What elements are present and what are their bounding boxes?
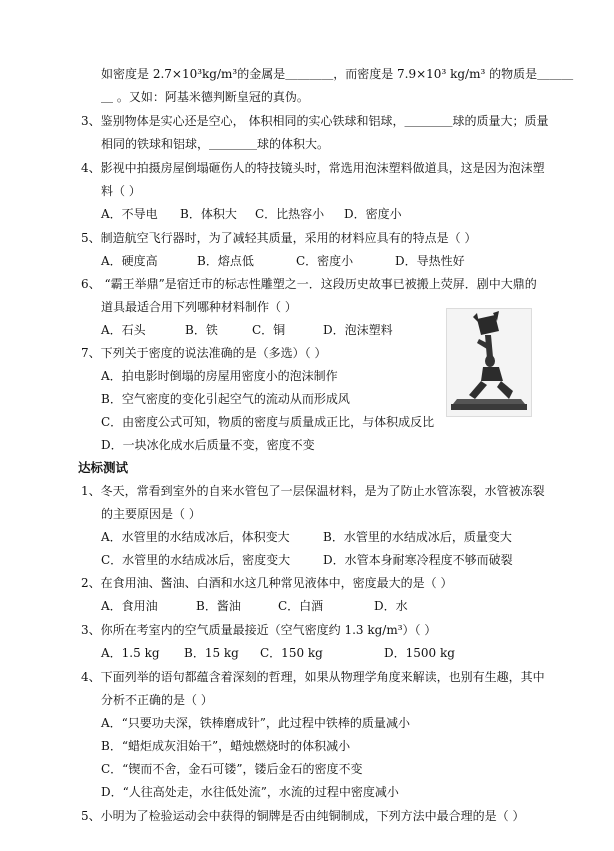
option-a: A．1.5 kg: [101, 646, 160, 660]
option-b: B．酱油: [196, 599, 241, 613]
section-title: 达标测试: [78, 460, 129, 475]
option-b: B．水管里的水结成冰后，质量变大: [323, 530, 512, 544]
question-4-cont: 料（ ）: [101, 184, 141, 198]
test-question-4: 4、下面列举的语句都蕴含着深刻的哲理，如果从物理学角度来解读，也别有生趣，其中: [81, 670, 545, 684]
test-question-4-cont: 分析不正确的是（ ）: [101, 693, 213, 707]
option-a: A．“只要功夫深，铁棒磨成针”，此过程中铁棒的质量减小: [101, 716, 410, 730]
option-c: C．比热容小: [255, 207, 325, 221]
test-question-5: 5、小明为了检验运动会中获得的铜牌是否由纯铜制成，下列方法中最合理的是（ ）: [81, 809, 525, 823]
option-b: B．“蜡炬成灰泪始干”，蜡烛燃烧时的体积减小: [101, 739, 351, 753]
option-d: D．密度小: [344, 207, 402, 221]
option-c: C．“锲而不舍，金石可镂”，镂后金石的密度不变: [101, 762, 363, 776]
question-6-cont: 道具最适合用下列哪种材料制作（ ）: [101, 300, 297, 314]
option-d: D．水: [374, 599, 408, 613]
text-line: ＿ 。又如：阿基米德判断皇冠的真伪。: [101, 90, 309, 104]
option-d: D．水管本身耐寒冷程度不够而破裂: [323, 553, 513, 567]
option-b: B．熔点低: [197, 254, 254, 268]
option-c: C．密度小: [296, 254, 354, 268]
option-d: D．泡沫塑料: [323, 323, 393, 337]
option-d: D．一块冰化成水后质量不变，密度不变: [101, 438, 315, 452]
test-question-1: 1、冬天，常看到室外的自来水管包了一层保温材料，是为了防止水管冻裂，水管被冻裂: [81, 484, 545, 498]
text-line: 如密度是 2.7×10³kg/m³的金属是＿＿＿＿，而密度是 7.9×10³ kg/m³ 的物质是＿＿＿: [101, 67, 574, 81]
question-4: 4、影视中拍摄房屋倒塌砸伤人的特技镜头时，常选用泡沫塑料做道具，这是因为泡沫塑: [81, 161, 545, 175]
statue-photo: [446, 308, 532, 417]
option-a: A．水管里的水结成冰后，体积变大: [101, 530, 290, 544]
option-c: C．由密度公式可知，物质的密度与质量成正比，与体积成反比: [101, 415, 435, 429]
question-6: 6、 “霸王举鼎”是宿迁市的标志性雕塑之一．这段历史故事已被搬上荧屏．剧中大鼎的: [81, 277, 537, 291]
option-b: B．体积大: [180, 207, 237, 221]
option-b: B．15 kg: [184, 646, 239, 660]
test-question-2: 2、在食用油、酱油、白酒和水这几种常见液体中，密度最大的是（ ）: [81, 576, 453, 590]
option-b: B．空气密度的变化引起空气的流动从而形成风: [101, 392, 350, 406]
option-c: C．白酒: [278, 599, 324, 613]
option-a: A．不导电: [101, 207, 158, 221]
option-c: C．水管里的水结成冰后，密度变大: [101, 553, 291, 567]
option-d: D．导热性好: [395, 254, 465, 268]
option-b: B．铁: [185, 323, 218, 337]
question-7: 7、下列关于密度的说法准确的是（多选）（ ）: [81, 346, 327, 360]
option-a: A．硬度高: [101, 254, 158, 268]
option-c: C．150 kg: [260, 646, 323, 660]
option-d: D．“人往高处走，水往低处流”，水流的过程中密度减小: [101, 785, 399, 799]
option-a: A．石头: [101, 323, 146, 337]
test-question-3: 3、你所在考室内的空气质量最接近（空气密度约 1.3 kg/m³）（ ）: [81, 623, 437, 637]
statue-image: [447, 309, 531, 416]
question-5: 5、制造航空飞行器时，为了减轻其质量，采用的材料应具有的特点是（ ）: [81, 231, 477, 245]
question-3-cont: 相同的铁球和铝球，＿＿＿＿球的体积大。: [101, 137, 330, 151]
option-c: C．铜: [252, 323, 286, 337]
question-3: 3、鉴别物体是实心还是空心， 体积相同的实心铁球和铝球，＿＿＿＿球的质量大；质量: [81, 114, 549, 128]
option-a: A．拍电影时倒塌的房屋用密度小的泡沫制作: [101, 369, 338, 383]
option-d: D．1500 kg: [384, 646, 455, 660]
test-question-1-cont: 的主要原因是（ ）: [101, 507, 201, 521]
option-a: A．食用油: [101, 599, 158, 613]
